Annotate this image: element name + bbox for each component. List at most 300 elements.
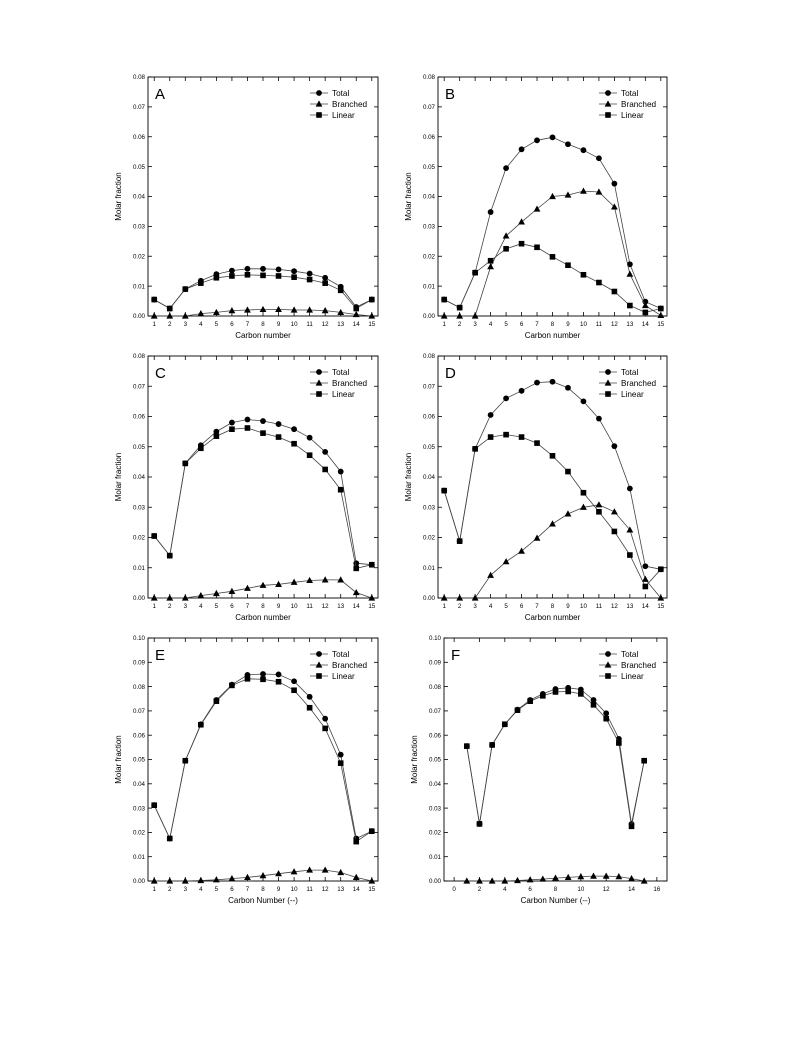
data-point bbox=[322, 449, 328, 455]
x-tick-label: 13 bbox=[337, 603, 345, 610]
y-tick-label: 0.04 bbox=[132, 781, 145, 788]
data-point bbox=[245, 417, 251, 423]
x-tick-label: 10 bbox=[580, 321, 587, 328]
x-tick-label: 8 bbox=[550, 603, 555, 610]
y-tick-label: 0.08 bbox=[422, 353, 435, 361]
data-point bbox=[565, 262, 571, 268]
y-tick-label: 0.02 bbox=[422, 534, 435, 542]
data-point bbox=[596, 416, 602, 422]
data-point bbox=[590, 873, 597, 879]
legend-marker bbox=[605, 673, 611, 679]
data-point bbox=[488, 412, 494, 418]
data-point bbox=[501, 877, 508, 883]
y-tick-label: 0.07 bbox=[132, 708, 145, 716]
x-tick-label: 4 bbox=[199, 321, 203, 328]
data-point bbox=[307, 705, 313, 711]
y-tick-label: 0.03 bbox=[422, 504, 435, 512]
data-point bbox=[276, 434, 282, 440]
series-total bbox=[441, 134, 663, 311]
x-tick-label: 12 bbox=[321, 321, 329, 328]
legend-marker bbox=[316, 100, 323, 106]
data-point bbox=[503, 432, 509, 438]
x-tick-label: 15 bbox=[368, 603, 376, 610]
legend-label: Linear bbox=[621, 111, 644, 120]
y-tick-label: 0.06 bbox=[132, 732, 145, 740]
series-branched bbox=[463, 873, 647, 884]
data-point bbox=[441, 297, 447, 303]
panel-label: F bbox=[451, 647, 461, 664]
data-point bbox=[291, 441, 297, 447]
data-point bbox=[260, 273, 266, 279]
data-point bbox=[198, 722, 204, 728]
panel-label: B bbox=[445, 86, 456, 103]
x-tick-label: 1 bbox=[442, 603, 446, 610]
x-tick-label: 11 bbox=[306, 603, 313, 610]
data-point bbox=[441, 488, 447, 494]
chart-panel-f bbox=[410, 635, 667, 905]
x-tick-label: 5 bbox=[214, 321, 219, 328]
y-axis-label: Molar fraction bbox=[114, 172, 123, 221]
data-point bbox=[550, 453, 556, 459]
data-point bbox=[353, 589, 360, 595]
data-point bbox=[643, 584, 649, 590]
x-tick-label: 11 bbox=[306, 321, 313, 328]
data-point bbox=[627, 486, 633, 492]
legend-marker bbox=[605, 379, 612, 385]
data-point bbox=[307, 277, 313, 283]
x-tick-label: 8 bbox=[261, 886, 265, 893]
data-point bbox=[456, 312, 463, 318]
data-point bbox=[457, 538, 463, 544]
data-point bbox=[534, 380, 540, 386]
y-tick-label: 0.07 bbox=[422, 104, 435, 112]
data-point bbox=[534, 244, 540, 250]
x-tick-label: 12 bbox=[321, 603, 329, 610]
y-tick-label: 0.07 bbox=[132, 104, 145, 112]
data-point bbox=[245, 676, 251, 682]
x-tick-label: 15 bbox=[657, 603, 665, 610]
y-tick-label: 0.00 bbox=[422, 595, 435, 603]
data-point bbox=[182, 286, 188, 292]
x-tick-label: 3 bbox=[183, 886, 188, 893]
series-branched bbox=[441, 188, 664, 319]
x-tick-label: 5 bbox=[504, 321, 508, 328]
data-point bbox=[260, 266, 266, 272]
data-point bbox=[369, 828, 375, 834]
y-tick-label: 0.01 bbox=[132, 853, 145, 861]
data-point bbox=[338, 752, 344, 758]
data-point bbox=[441, 312, 448, 318]
x-tick-label: 7 bbox=[245, 603, 250, 610]
data-point bbox=[151, 312, 158, 318]
x-tick-label: 1 bbox=[152, 603, 156, 610]
data-point bbox=[611, 443, 617, 449]
series-line bbox=[444, 137, 661, 308]
x-tick-label: 2 bbox=[477, 886, 482, 893]
y-tick-label: 0.05 bbox=[428, 756, 441, 764]
series-linear bbox=[441, 241, 663, 315]
legend-label: Total bbox=[621, 368, 639, 377]
data-point bbox=[151, 533, 157, 539]
x-tick-label: 12 bbox=[321, 886, 329, 893]
data-point bbox=[322, 275, 328, 281]
legend-label: Branched bbox=[621, 379, 657, 388]
data-point bbox=[291, 678, 297, 684]
y-tick-label: 0.05 bbox=[422, 443, 435, 451]
x-tick-label: 14 bbox=[352, 321, 360, 328]
x-tick-label: 8 bbox=[553, 886, 558, 893]
x-tick-label: 10 bbox=[290, 603, 298, 610]
y-tick-label: 0.01 bbox=[132, 564, 145, 572]
x-tick-label: 7 bbox=[245, 321, 250, 328]
x-tick-label: 10 bbox=[577, 886, 585, 893]
chart-panel-e bbox=[114, 635, 378, 905]
x-tick-label: 8 bbox=[261, 603, 265, 610]
legend-label: Total bbox=[332, 650, 350, 659]
x-axis-label: Carbon number bbox=[524, 331, 581, 340]
data-point bbox=[198, 280, 204, 286]
y-tick-label: 0.10 bbox=[428, 635, 441, 643]
data-point bbox=[306, 577, 313, 583]
data-point bbox=[151, 297, 157, 303]
data-point bbox=[472, 446, 478, 452]
data-point bbox=[519, 434, 525, 440]
legend bbox=[310, 650, 367, 681]
y-tick-label: 0.01 bbox=[132, 283, 145, 291]
y-tick-label: 0.06 bbox=[422, 413, 435, 421]
x-tick-label: 3 bbox=[473, 321, 477, 328]
data-point bbox=[489, 877, 496, 883]
legend-marker bbox=[316, 379, 323, 385]
data-point bbox=[322, 280, 328, 286]
x-tick-label: 10 bbox=[290, 886, 298, 893]
data-point bbox=[591, 702, 597, 708]
series-total bbox=[464, 685, 647, 827]
data-point bbox=[306, 306, 313, 312]
data-point bbox=[581, 490, 587, 496]
series-linear bbox=[441, 432, 663, 589]
data-point bbox=[260, 306, 267, 312]
data-point bbox=[245, 272, 251, 278]
data-point bbox=[182, 461, 188, 467]
series-linear bbox=[151, 676, 374, 844]
x-tick-label: 6 bbox=[519, 603, 524, 610]
data-point bbox=[307, 694, 313, 700]
y-tick-label: 0.00 bbox=[422, 313, 435, 321]
series-line bbox=[444, 191, 661, 316]
data-point bbox=[353, 306, 359, 312]
data-point bbox=[276, 266, 282, 272]
data-point bbox=[527, 698, 533, 704]
data-point bbox=[322, 716, 328, 722]
y-tick-label: 0.07 bbox=[428, 708, 441, 716]
y-tick-label: 0.04 bbox=[422, 193, 435, 201]
data-point bbox=[534, 205, 541, 211]
data-point bbox=[518, 218, 525, 224]
y-tick-label: 0.03 bbox=[132, 223, 145, 231]
data-point bbox=[307, 452, 313, 458]
x-tick-label: 5 bbox=[214, 603, 219, 610]
y-tick-label: 0.02 bbox=[132, 534, 145, 542]
x-tick-label: 16 bbox=[653, 886, 661, 893]
series-line bbox=[467, 688, 644, 824]
y-tick-label: 0.03 bbox=[132, 805, 145, 813]
data-point bbox=[245, 266, 251, 272]
data-point bbox=[578, 691, 584, 697]
y-tick-label: 0.06 bbox=[132, 133, 145, 141]
chart-panel-a bbox=[114, 74, 378, 340]
legend-marker bbox=[605, 112, 611, 118]
series-total bbox=[441, 379, 663, 572]
x-tick-label: 1 bbox=[152, 886, 156, 893]
y-tick-label: 0.00 bbox=[132, 595, 145, 603]
y-axis-label: Molar fraction bbox=[404, 452, 413, 502]
x-tick-label: 15 bbox=[368, 321, 376, 328]
x-tick-label: 14 bbox=[628, 886, 635, 893]
x-axis-label: Carbon number bbox=[235, 613, 291, 622]
data-point bbox=[322, 467, 328, 473]
chart-panel-c bbox=[114, 353, 378, 622]
data-point bbox=[229, 683, 235, 689]
data-point bbox=[502, 721, 508, 727]
data-point bbox=[596, 280, 602, 286]
legend-marker bbox=[605, 391, 611, 397]
x-tick-label: 2 bbox=[457, 603, 462, 610]
legend-marker bbox=[316, 90, 322, 96]
data-point bbox=[229, 273, 235, 279]
y-tick-label: 0.08 bbox=[132, 683, 145, 691]
data-point bbox=[503, 246, 509, 252]
data-point bbox=[616, 740, 622, 746]
data-point bbox=[518, 548, 525, 554]
y-tick-label: 0.02 bbox=[132, 253, 145, 261]
y-tick-label: 0.05 bbox=[422, 163, 435, 171]
x-tick-label: 13 bbox=[337, 321, 345, 328]
x-axis-label: Carbon Number (--) bbox=[228, 896, 298, 905]
legend-label: Linear bbox=[332, 672, 355, 681]
data-point bbox=[519, 241, 525, 247]
panel-label: A bbox=[155, 86, 166, 103]
x-tick-label: 9 bbox=[566, 321, 570, 328]
data-point bbox=[369, 297, 375, 303]
data-point bbox=[472, 594, 479, 600]
data-point bbox=[456, 594, 463, 600]
data-point bbox=[276, 672, 282, 678]
legend-marker bbox=[316, 651, 322, 657]
data-point bbox=[641, 758, 647, 764]
y-tick-label: 0.00 bbox=[132, 313, 145, 321]
x-tick-label: 14 bbox=[641, 603, 649, 610]
y-tick-label: 0.05 bbox=[132, 756, 145, 764]
series-linear bbox=[151, 425, 374, 571]
legend-marker bbox=[316, 661, 323, 667]
x-tick-label: 8 bbox=[550, 321, 555, 328]
x-tick-label: 2 bbox=[168, 321, 172, 328]
x-tick-label: 1 bbox=[442, 321, 446, 328]
data-point bbox=[487, 263, 494, 269]
legend-marker bbox=[316, 369, 322, 375]
data-point bbox=[553, 689, 559, 695]
x-axis-label: Carbon Number (--) bbox=[520, 896, 591, 905]
x-tick-label: 5 bbox=[214, 886, 219, 893]
data-point bbox=[580, 188, 587, 194]
legend-label: Linear bbox=[621, 390, 644, 399]
legend-marker bbox=[316, 673, 322, 679]
legend bbox=[310, 368, 367, 399]
y-tick-label: 0.08 bbox=[132, 74, 145, 82]
data-point bbox=[603, 710, 609, 716]
series-linear bbox=[151, 272, 374, 311]
x-tick-label: 3 bbox=[473, 603, 477, 610]
data-point bbox=[338, 288, 344, 294]
legend-marker bbox=[605, 651, 611, 657]
y-tick-label: 0.05 bbox=[132, 163, 145, 171]
y-tick-label: 0.02 bbox=[422, 253, 435, 261]
data-point bbox=[229, 420, 235, 426]
y-axis-label: Molar fraction bbox=[404, 172, 413, 221]
legend-label: Total bbox=[332, 368, 350, 377]
y-tick-label: 0.03 bbox=[428, 805, 441, 813]
data-point bbox=[472, 270, 478, 276]
data-point bbox=[338, 469, 344, 475]
y-tick-label: 0.08 bbox=[132, 353, 145, 361]
y-tick-label: 0.04 bbox=[132, 474, 145, 482]
data-point bbox=[488, 209, 494, 215]
data-point bbox=[550, 254, 556, 260]
y-axis-label: Molar fraction bbox=[114, 452, 123, 502]
data-point bbox=[369, 562, 375, 568]
data-point bbox=[612, 289, 618, 295]
y-tick-label: 0.02 bbox=[132, 829, 145, 837]
x-tick-label: 9 bbox=[276, 321, 281, 328]
data-point bbox=[611, 508, 618, 514]
x-tick-label: 11 bbox=[306, 886, 313, 893]
x-tick-label: 15 bbox=[368, 886, 376, 893]
data-point bbox=[151, 877, 158, 883]
y-tick-label: 0.08 bbox=[422, 74, 435, 82]
data-point bbox=[503, 395, 509, 401]
legend-marker bbox=[605, 661, 612, 667]
y-tick-label: 0.06 bbox=[422, 133, 435, 141]
data-point bbox=[540, 693, 546, 699]
x-tick-label: 11 bbox=[595, 321, 603, 328]
data-point bbox=[565, 510, 572, 516]
series-linear bbox=[464, 689, 647, 829]
x-tick-label: 6 bbox=[230, 886, 234, 893]
data-point bbox=[626, 271, 633, 277]
legend-label: Branched bbox=[332, 661, 368, 670]
data-point bbox=[519, 388, 525, 394]
data-point bbox=[260, 671, 266, 677]
data-point bbox=[477, 821, 483, 827]
legend bbox=[599, 368, 656, 399]
data-point bbox=[307, 271, 313, 277]
data-point bbox=[322, 866, 329, 872]
x-tick-label: 1 bbox=[152, 321, 156, 328]
data-point bbox=[515, 707, 521, 713]
data-point bbox=[338, 487, 344, 493]
data-point bbox=[166, 877, 173, 883]
x-tick-label: 7 bbox=[245, 886, 250, 893]
x-tick-label: 4 bbox=[488, 321, 493, 328]
data-point bbox=[214, 275, 220, 281]
data-point bbox=[503, 165, 509, 171]
y-tick-label: 0.03 bbox=[422, 223, 435, 231]
data-point bbox=[591, 697, 597, 703]
series-line bbox=[154, 428, 372, 568]
y-tick-label: 0.02 bbox=[428, 829, 441, 837]
data-point bbox=[658, 306, 664, 312]
data-point bbox=[276, 679, 282, 685]
y-tick-label: 0.10 bbox=[132, 635, 145, 643]
data-point bbox=[307, 435, 313, 441]
legend bbox=[599, 89, 656, 120]
legend-marker bbox=[316, 112, 322, 118]
data-point bbox=[581, 147, 587, 153]
legend-marker bbox=[605, 90, 611, 96]
data-point bbox=[488, 258, 494, 264]
data-point bbox=[182, 877, 189, 883]
legend-label: Branched bbox=[621, 661, 657, 670]
y-tick-label: 0.04 bbox=[428, 781, 441, 788]
data-point bbox=[260, 677, 266, 683]
y-tick-label: 0.05 bbox=[132, 443, 145, 451]
data-point bbox=[214, 698, 220, 704]
data-point bbox=[245, 425, 251, 431]
panel-label: E bbox=[155, 647, 166, 664]
x-tick-label: 4 bbox=[503, 886, 507, 893]
legend bbox=[310, 89, 367, 120]
x-tick-label: 14 bbox=[352, 603, 360, 610]
data-point bbox=[627, 552, 633, 558]
y-tick-label: 0.08 bbox=[428, 683, 441, 691]
y-tick-label: 0.00 bbox=[132, 878, 145, 886]
x-axis-label: Carbon number bbox=[235, 331, 291, 340]
legend-label: Total bbox=[621, 650, 639, 659]
data-point bbox=[167, 553, 173, 559]
x-tick-label: 4 bbox=[199, 886, 203, 893]
data-point bbox=[534, 137, 540, 143]
data-point bbox=[338, 760, 344, 766]
data-point bbox=[353, 560, 359, 566]
series-branched bbox=[441, 501, 664, 600]
legend-label: Total bbox=[332, 89, 350, 98]
x-tick-label: 6 bbox=[519, 321, 524, 328]
data-point bbox=[657, 312, 664, 318]
x-tick-label: 13 bbox=[626, 603, 634, 610]
data-point bbox=[534, 440, 540, 446]
legend-label: Total bbox=[621, 89, 639, 98]
y-tick-label: 0.04 bbox=[132, 193, 145, 201]
series-line bbox=[467, 692, 644, 827]
legend-label: Branched bbox=[332, 100, 368, 109]
legend-label: Linear bbox=[332, 111, 355, 120]
data-point bbox=[642, 563, 648, 569]
data-point bbox=[489, 742, 495, 748]
data-point bbox=[549, 520, 556, 526]
data-point bbox=[550, 379, 556, 385]
y-tick-label: 0.07 bbox=[422, 383, 435, 391]
data-point bbox=[596, 155, 602, 161]
x-tick-label: 13 bbox=[626, 321, 634, 328]
legend-label: Linear bbox=[621, 672, 644, 681]
data-point bbox=[151, 802, 157, 808]
x-tick-label: 4 bbox=[199, 603, 203, 610]
data-point bbox=[658, 566, 664, 572]
y-tick-label: 0.06 bbox=[132, 413, 145, 421]
x-tick-label: 9 bbox=[566, 603, 570, 610]
data-point bbox=[260, 418, 266, 424]
